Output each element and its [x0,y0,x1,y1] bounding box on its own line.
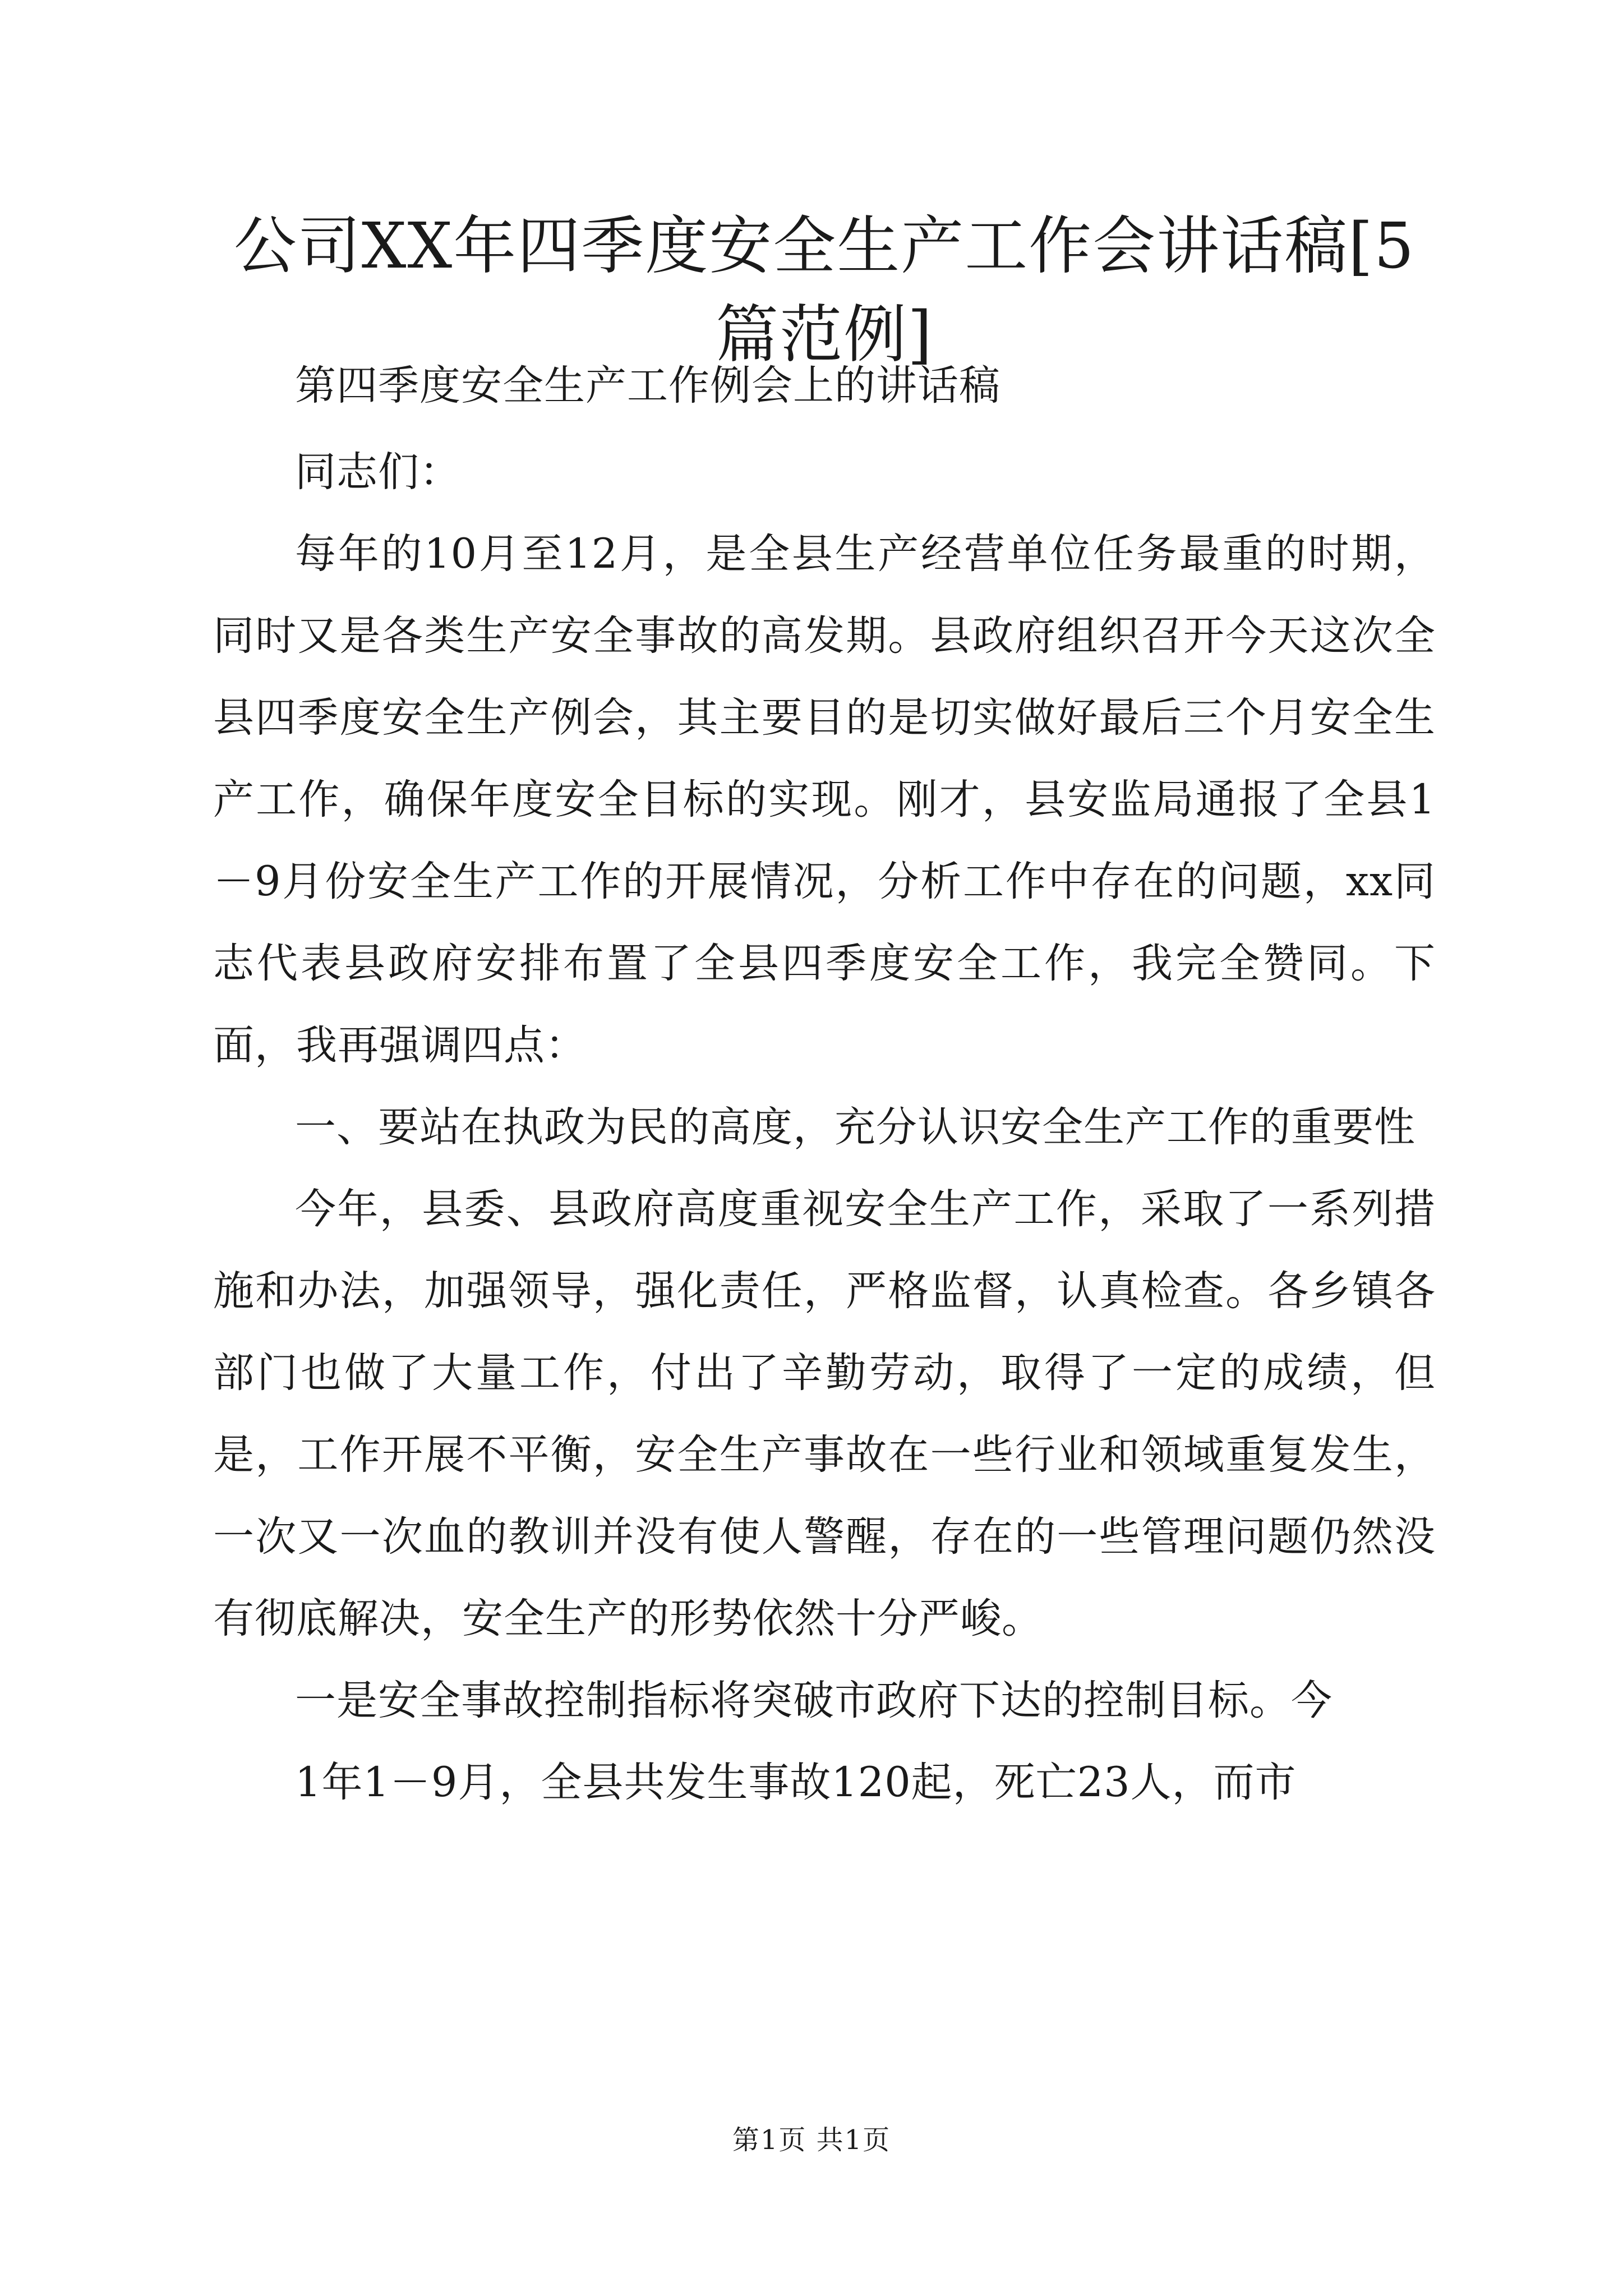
section-heading-1: 一、要站在执政为民的高度，充分认识安全生产工作的重要性 [295,1103,1415,1151]
paragraph-situation: 今年，县委、县政府高度重视安全生产工作，采取了一系列措施和办法，加强领导，强化责任，严格监督，认真检查。各乡镇各部门也做了大量工作，付出了辛勤劳动，取得了一定的成绩，但是，工作开展不平衡，安全生产事故在一些行业和领域重复发生，一次又一次血的教训并没有使人警醒，存在的一些管理问题仍然没有彻底解决，安全生产的形势依然十分严峻。 [213,1185,1436,1642]
document-title: 公司XX年四季度安全生产工作会讲话稿[5篇范例] [233,210,1415,371]
subtitle: 第四季度安全生产工作例会上的讲话稿 [295,362,1000,409]
paragraph-statistics: 1年1－9月，全县共发生事故120起，死亡23人，而市 [295,1759,1297,1806]
paragraph-intro: 每年的10月至12月，是全县生产经营单位任务最重的时期，同时又是各类生产安全事故的高发期。县政府组织召开今天这次全县四季度安全生产例会，其主要目的是切实做好最后三个月安全生产工作，确保年度安全目标的实现。刚才，县安监局通报了全县1－9月份安全生产工作的开展情况，分析工作中存在的问题，xx同志代表县政府安排布置了全县四季度安全工作，我完全赞同。下面，我再强调四点： [213,530,1436,1069]
page-number: 第1页 共1页 [732,2124,891,2156]
document-body [213,345,1436,1824]
paragraph-point-1: 一是安全事故控制指标将突破市政府下达的控制目标。今 [295,1677,1332,1724]
salutation: 同志们： [295,448,461,496]
